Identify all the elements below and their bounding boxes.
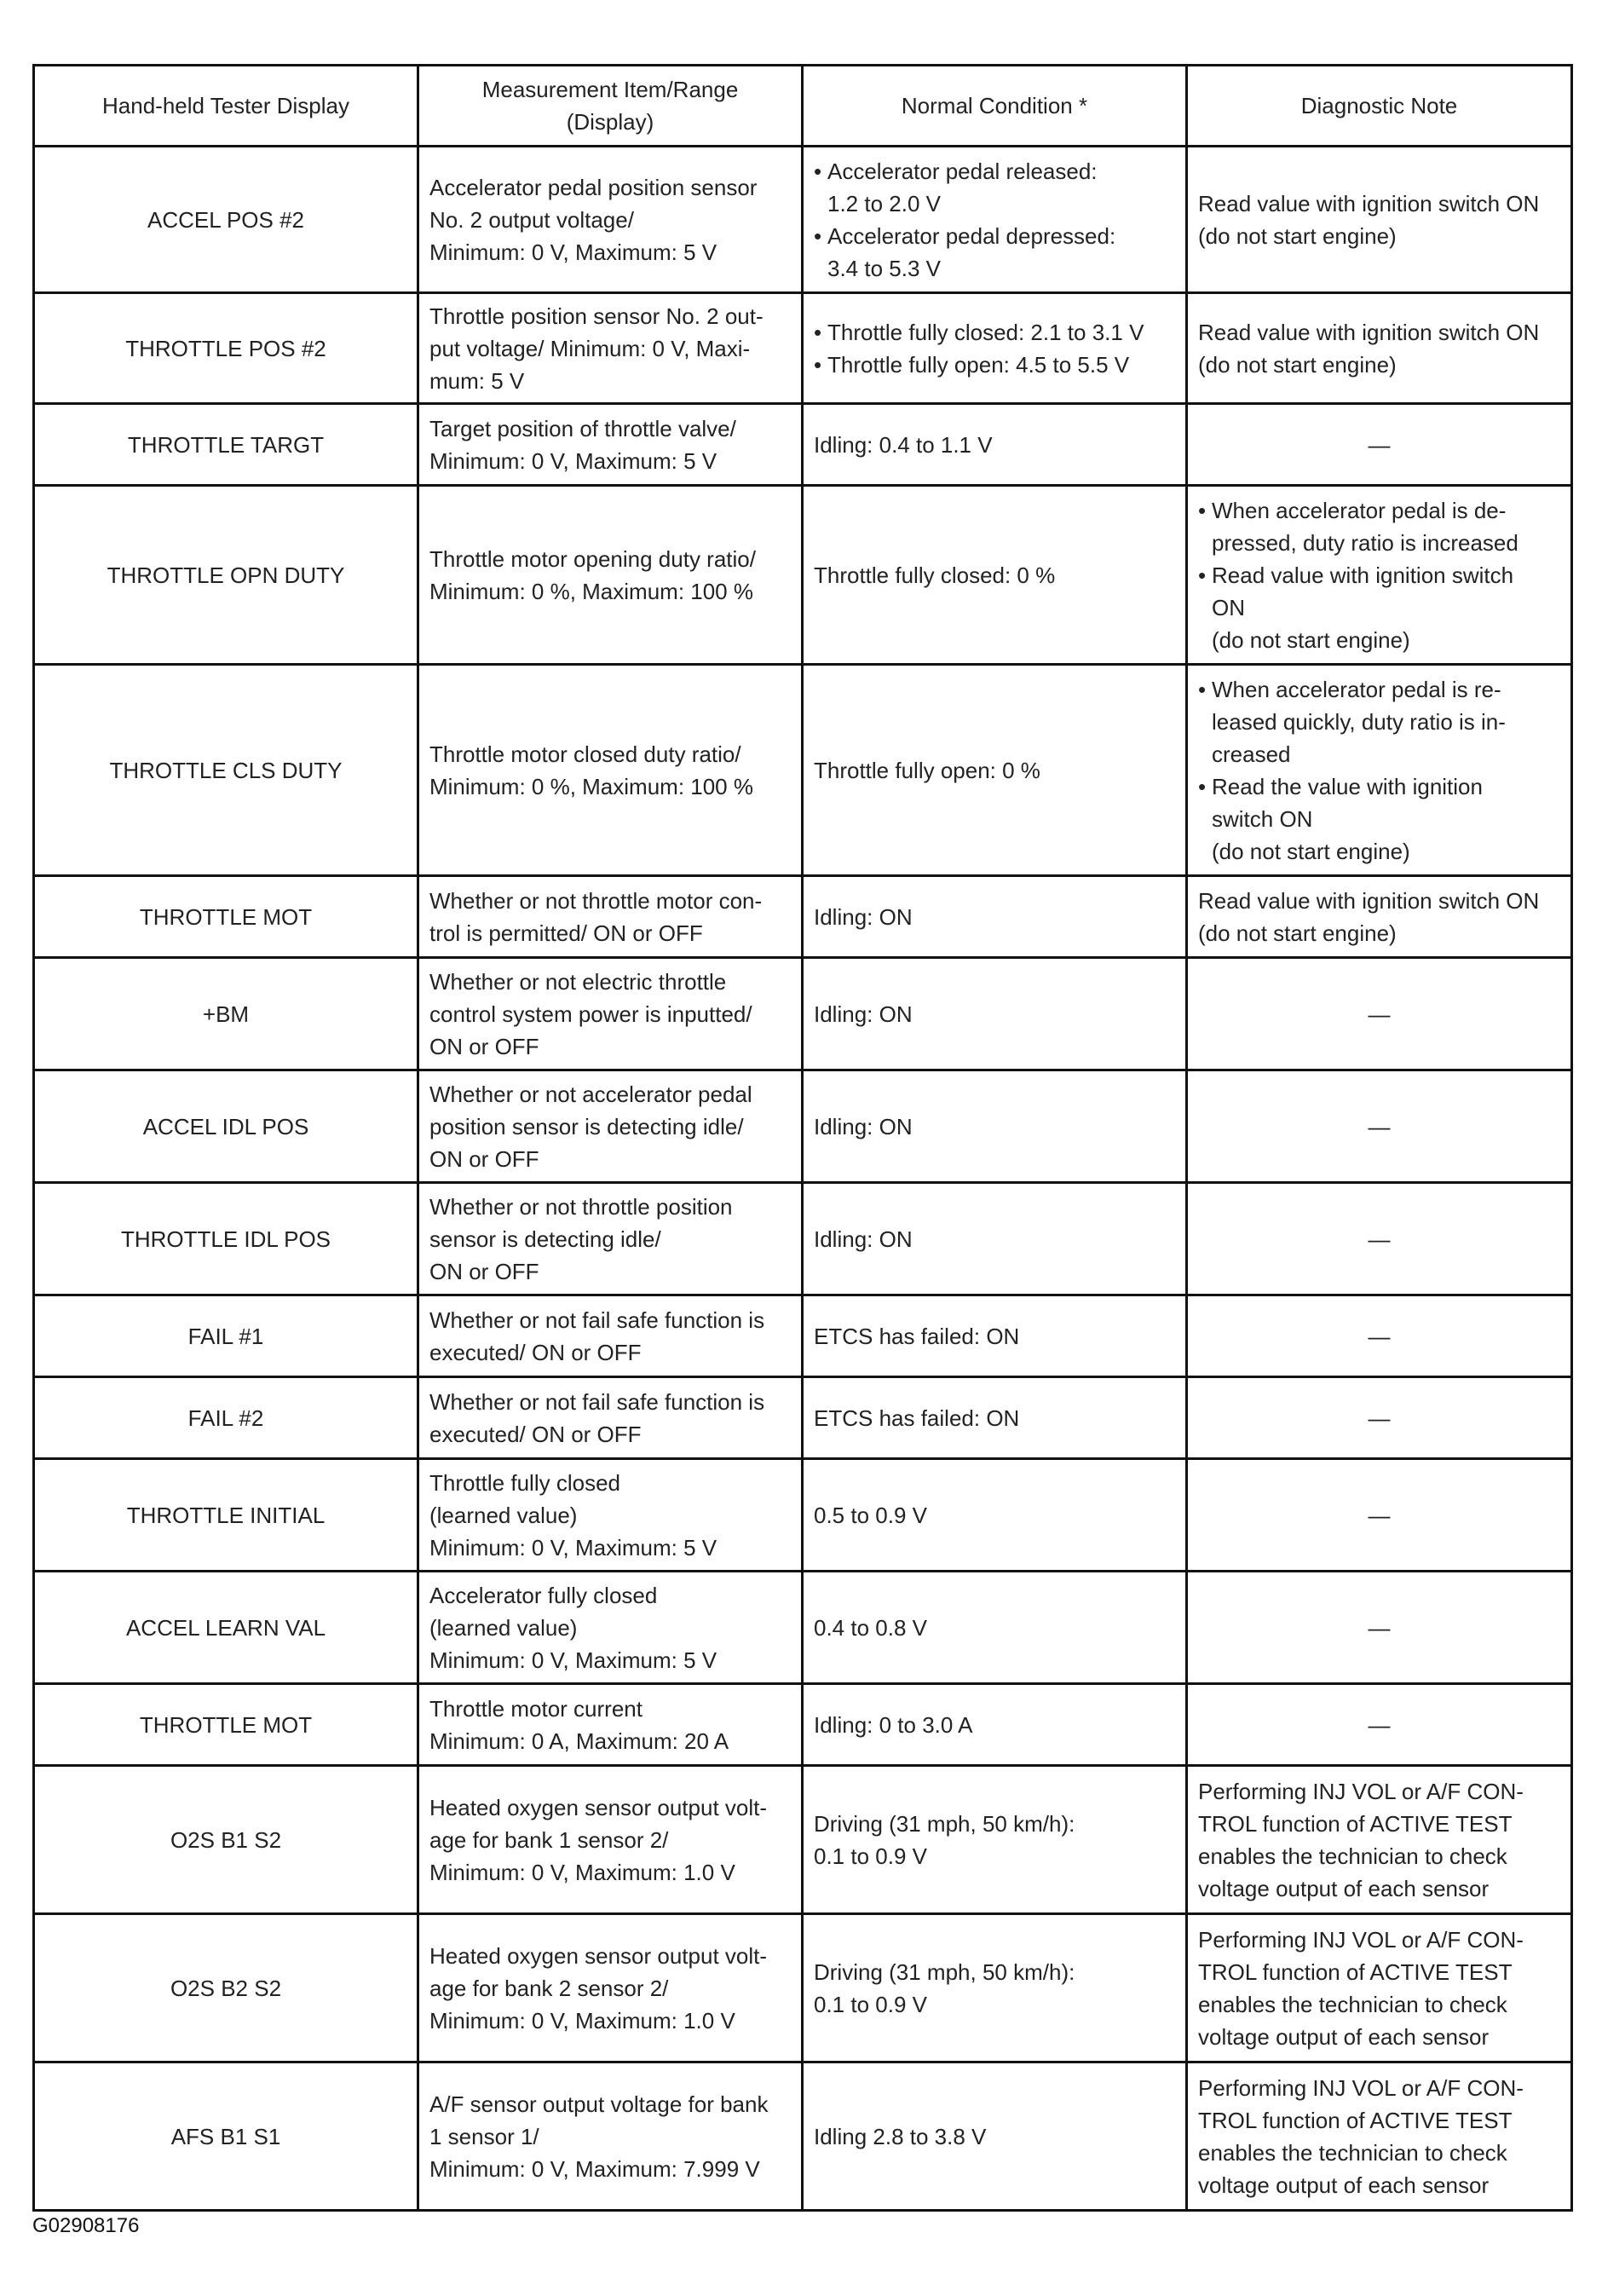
table-row [34,404,1572,486]
cell-diagnostic-note: Read value with ignition switch ON (do not start engine) [1187,147,1572,293]
cell-diagnostic-note-bullet: • Read the value with ignition switch ON (do not start engine) [1198,770,1560,868]
cell-tester-display: THROTTLE IDL POS [34,1183,418,1295]
cell-measurement-item: Heated oxygen sensor output volt- age for bank 2 sensor 2/ Minimum: 0 V, Maximum: 1.0 V [418,1914,803,2062]
cell-normal-condition-bullet: • Accelerator pedal depressed: 3.4 to 5.3 V [814,220,1175,285]
cell-measurement-item: Whether or not fail safe function is executed/ ON or OFF [418,1295,803,1377]
cell-normal-condition-bullet: • Accelerator pedal released: 1.2 to 2.0 V [814,155,1175,220]
cell-measurement-item: Heated oxygen sensor output volt- age for bank 1 sensor 2/ Minimum: 0 V, Maximum: 1.0 V [418,1766,803,1914]
cell-normal-condition: Idling: ON [803,876,1187,958]
table-row [34,1183,1572,1295]
cell-diagnostic-note-list [1198,673,1560,868]
cell-tester-display: O2S B1 S2 [34,1766,418,1914]
cell-diagnostic-note: — [1187,1684,1572,1766]
cell-tester-display: FAIL #2 [34,1377,418,1459]
cell-normal-condition: 0.4 to 0.8 V [803,1572,1187,1684]
cell-normal-condition: Idling: ON [803,1070,1187,1183]
cell-tester-display: AFS B1 S1 [34,2062,418,2211]
cell-normal-condition: 0.5 to 0.9 V [803,1459,1187,1572]
cell-diagnostic-note: Performing INJ VOL or A/F CON- TROL function of ACTIVE TEST enables the technician to check voltage output of each sensor [1187,1914,1572,2062]
header-measurement-item: Measurement Item/Range (Display) [418,66,803,147]
table-row [34,147,1572,293]
cell-normal-condition: ETCS has failed: ON [803,1377,1187,1459]
cell-measurement-item: Whether or not throttle position sensor is detecting idle/ ON or OFF [418,1183,803,1295]
table-row [34,2062,1572,2211]
table-row [34,1766,1572,1914]
cell-tester-display: THROTTLE POS #2 [34,293,418,404]
header-diagnostic-note: Diagnostic Note [1187,66,1572,147]
cell-measurement-item: Throttle motor opening duty ratio/ Minimum: 0 %, Maximum: 100 % [418,486,803,665]
cell-measurement-item: Throttle motor current Minimum: 0 A, Maximum: 20 A [418,1684,803,1766]
cell-tester-display: ACCEL LEARN VAL [34,1572,418,1684]
cell-measurement-item: Whether or not accelerator pedal position sensor is detecting idle/ ON or OFF [418,1070,803,1183]
table-header-row [34,66,1572,147]
cell-normal-condition-bullet: • Throttle fully closed: 2.1 to 3.1 V [814,316,1175,349]
cell-normal-condition-bullet: • Throttle fully open: 4.5 to 5.5 V [814,349,1175,381]
cell-measurement-item: Whether or not throttle motor con- trol is permitted/ ON or OFF [418,876,803,958]
header-normal-condition: Normal Condition * [803,66,1187,147]
cell-tester-display: THROTTLE INITIAL [34,1459,418,1572]
cell-measurement-item: Throttle position sensor No. 2 out- put voltage/ Minimum: 0 V, Maxi- mum: 5 V [418,293,803,404]
cell-tester-display: THROTTLE OPN DUTY [34,486,418,665]
cell-measurement-item: Target position of throttle valve/ Minimum: 0 V, Maximum: 5 V [418,404,803,486]
cell-normal-condition-list [814,155,1175,285]
table-row [34,958,1572,1070]
cell-diagnostic-note: — [1187,1070,1572,1183]
cell-tester-display: ACCEL POS #2 [34,147,418,293]
cell-measurement-item: Accelerator fully closed (learned value) Minimum: 0 V, Maximum: 5 V [418,1572,803,1684]
cell-tester-display: FAIL #1 [34,1295,418,1377]
cell-normal-condition [803,293,1187,404]
cell-diagnostic-note: — [1187,1377,1572,1459]
cell-diagnostic-note-bullet: • When accelerator pedal is re- leased quickly, duty ratio is in- creased [1198,673,1560,770]
table-row [34,1914,1572,2062]
table-row [34,1377,1572,1459]
table-row [34,1070,1572,1183]
cell-normal-condition: Idling: ON [803,958,1187,1070]
table-row [34,293,1572,404]
cell-tester-display: ACCEL IDL POS [34,1070,418,1183]
table-row [34,1572,1572,1684]
cell-diagnostic-note-bullet: • When accelerator pedal is de- pressed, duty ratio is increased [1198,494,1560,559]
table-row [34,1459,1572,1572]
cell-tester-display: THROTTLE MOT [34,876,418,958]
cell-diagnostic-note: Performing INJ VOL or A/F CON- TROL function of ACTIVE TEST enables the technician to check voltage output of each sensor [1187,2062,1572,2211]
cell-normal-condition: Idling: 0 to 3.0 A [803,1684,1187,1766]
cell-tester-display: THROTTLE TARGT [34,404,418,486]
cell-diagnostic-note: — [1187,1295,1572,1377]
figure-id: G02908176 [32,2214,140,2237]
cell-tester-display: O2S B2 S2 [34,1914,418,2062]
cell-diagnostic-note-list [1198,494,1560,656]
cell-measurement-item: A/F sensor output voltage for bank 1 sensor 1/ Minimum: 0 V, Maximum: 7.999 V [418,2062,803,2211]
cell-diagnostic-note: — [1187,404,1572,486]
diagnostic-data-table [32,64,1573,2212]
cell-tester-display: THROTTLE MOT [34,1684,418,1766]
cell-normal-condition: ETCS has failed: ON [803,1295,1187,1377]
cell-measurement-item: Throttle fully closed (learned value) Minimum: 0 V, Maximum: 5 V [418,1459,803,1572]
cell-measurement-item: Accelerator pedal position sensor No. 2 output voltage/ Minimum: 0 V, Maximum: 5 V [418,147,803,293]
table-row [34,1684,1572,1766]
cell-diagnostic-note: Read value with ignition switch ON (do not start engine) [1187,876,1572,958]
cell-diagnostic-note: — [1187,958,1572,1070]
cell-diagnostic-note: — [1187,1572,1572,1684]
cell-diagnostic-note [1187,486,1572,665]
cell-normal-condition [803,147,1187,293]
cell-normal-condition: Idling 2.8 to 3.8 V [803,2062,1187,2211]
table-body [34,147,1572,2211]
cell-tester-display: THROTTLE CLS DUTY [34,665,418,876]
cell-normal-condition: Throttle fully open: 0 % [803,665,1187,876]
cell-normal-condition: Idling: 0.4 to 1.1 V [803,404,1187,486]
cell-normal-condition: Driving (31 mph, 50 km/h): 0.1 to 0.9 V [803,1914,1187,2062]
cell-measurement-item: Whether or not electric throttle control system power is inputted/ ON or OFF [418,958,803,1070]
cell-diagnostic-note: — [1187,1183,1572,1295]
cell-normal-condition: Idling: ON [803,1183,1187,1295]
cell-measurement-item: Throttle motor closed duty ratio/ Minimum: 0 %, Maximum: 100 % [418,665,803,876]
cell-normal-condition: Throttle fully closed: 0 % [803,486,1187,665]
cell-normal-condition: Driving (31 mph, 50 km/h): 0.1 to 0.9 V [803,1766,1187,1914]
diagnostic-table-container [32,64,1570,2212]
header-tester-display: Hand-held Tester Display [34,66,418,147]
cell-diagnostic-note: Read value with ignition switch ON (do not start engine) [1187,293,1572,404]
table-row [34,665,1572,876]
cell-diagnostic-note [1187,665,1572,876]
cell-diagnostic-note: — [1187,1459,1572,1572]
cell-diagnostic-note-bullet: • Read value with ignition switch ON (do not start engine) [1198,559,1560,656]
cell-diagnostic-note: Performing INJ VOL or A/F CON- TROL function of ACTIVE TEST enables the technician to check voltage output of each sensor [1187,1766,1572,1914]
cell-tester-display: +BM [34,958,418,1070]
cell-normal-condition-list [814,316,1175,381]
table-row [34,876,1572,958]
cell-measurement-item: Whether or not fail safe function is executed/ ON or OFF [418,1377,803,1459]
table-row [34,1295,1572,1377]
table-row [34,486,1572,665]
